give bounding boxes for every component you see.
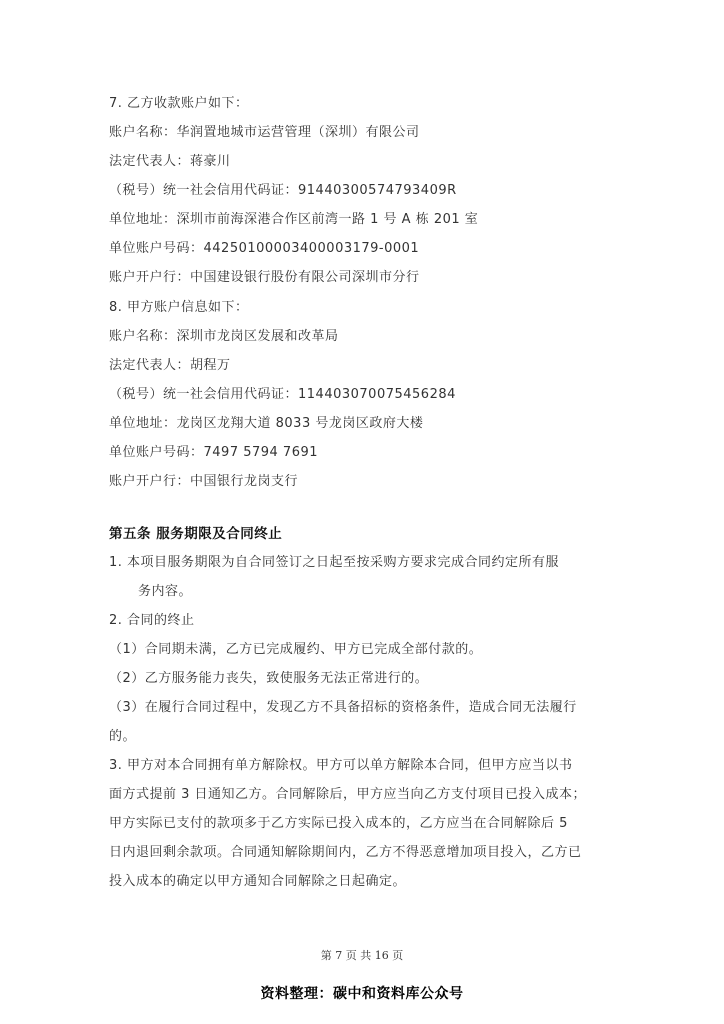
payee-credit-code: （税号）统一社会信用代码证：91440300574793409R — [109, 183, 457, 198]
payee-bank: 账户开户行：中国建设银行股份有限公司深圳市分行 — [109, 270, 420, 285]
article5-item2-sub1: （1）合同期未满，乙方已完成履约、甲方已完成全部付款的。 — [109, 642, 483, 657]
party-a-bank: 账户开户行：中国银行龙岗支行 — [109, 474, 299, 489]
party-a-credit-code: （税号）统一社会信用代码证：114403070075456284 — [109, 387, 456, 402]
party-a-account-name: 账户名称：深圳市龙岗区发展和改革局 — [109, 329, 339, 344]
source-credit: 资料整理：碳中和资料库公众号 — [260, 986, 464, 1002]
article5-item2: 2. 合同的终止 — [109, 613, 195, 628]
party-a-account-heading: 8. 甲方账户信息如下： — [109, 300, 249, 315]
party-a-account-number: 单位账户号码：7497 5794 7691 — [109, 445, 319, 460]
payee-account-heading: 7. 乙方收款账户如下： — [109, 96, 249, 111]
article5-item2-sub3-line2: 的。 — [109, 729, 137, 744]
party-a-address: 单位地址：龙岗区龙翔大道 8033 号龙岗区政府大楼 — [109, 416, 424, 431]
payee-legal-rep: 法定代表人：蒋豪川 — [109, 154, 231, 169]
article5-item3-line5: 投入成本的确定以甲方通知合同解除之日起确定。 — [109, 874, 407, 889]
article5-item2-sub3-line1: （3）在履行合同过程中，发现乙方不具备招标的资格条件，造成合同无法履行 — [109, 700, 577, 715]
party-a-legal-rep: 法定代表人：胡程万 — [109, 358, 231, 373]
payee-account-number: 单位账户号码：44250100003400003179-0001 — [109, 241, 420, 256]
article5-item3-line2: 面方式提前 3 日通知乙方。合同解除后，甲方应当向乙方支付项目已投入成本； — [109, 787, 587, 802]
article5-item1-line2: 务内容。 — [138, 584, 193, 599]
article5-title: 第五条 服务期限及合同终止 — [109, 526, 283, 542]
payee-account-name: 账户名称：华润置地城市运营管理（深圳）有限公司 — [109, 125, 420, 140]
article5-item3-line4: 日内退回剩余款项。合同通知解除期间内，乙方不得恶意增加项目投入，乙方已 — [109, 845, 582, 860]
article5-item1-line1: 1. 本项目服务期限为自合同签订之日起至按采购方要求完成合同约定所有服 — [109, 555, 560, 570]
payee-address: 单位地址：深圳市前海深港合作区前湾一路 1 号 A 栋 201 室 — [109, 212, 479, 227]
article5-item3-line3: 甲方实际已支付的款项多于乙方实际已投入成本的，乙方应当在合同解除后 5 — [109, 816, 568, 831]
article5-item3-line1: 3. 甲方对本合同拥有单方解除权。甲方可以单方解除本合同，但甲方应当以书 — [109, 758, 573, 773]
page-number: 第 7 页 共 16 页 — [320, 949, 404, 962]
article5-item2-sub2: （2）乙方服务能力丧失，致使服务无法正常进行的。 — [109, 671, 429, 686]
